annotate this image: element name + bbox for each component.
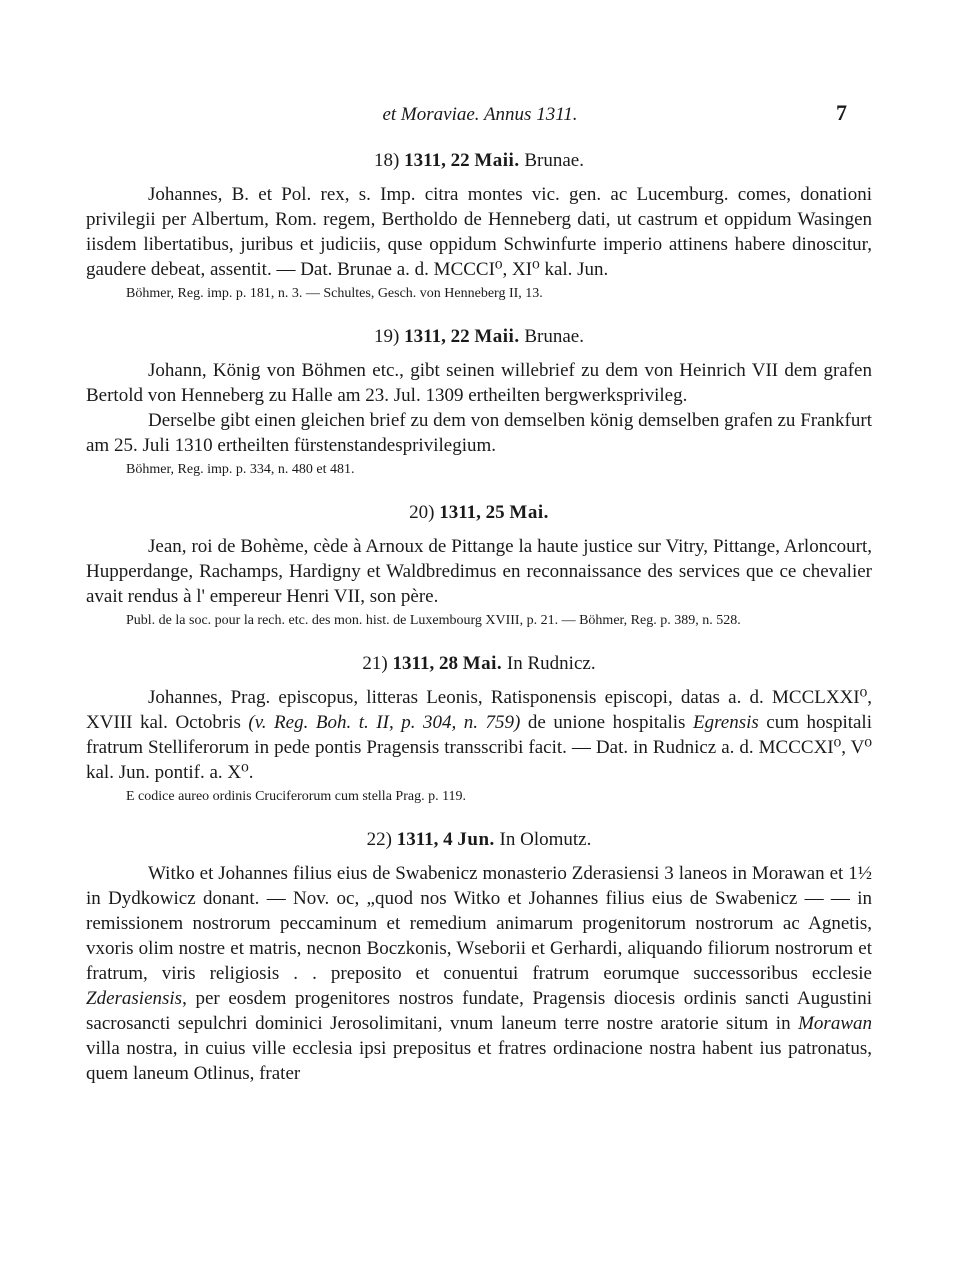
entry-heading bbox=[86, 829, 872, 851]
entry-month: Mai. bbox=[509, 502, 549, 523]
entry-text-part: villa nostra, in cuius ville ecclesia ipsi prepositus et fratres ordinacione nostra habent ius patronatus, quem laneum Otlinus, frater bbox=[86, 1038, 872, 1084]
entry-text-part: , per eosdem progenitores nostros fundate, Pragensis diocesis ordinis sancti Augustini sacrosancti sepulchri dominici Jerosolimitani, vnum laneum terre nostre aratorie situm in bbox=[86, 988, 872, 1034]
entry-text-italic: Egrensis bbox=[692, 712, 759, 733]
entry-text bbox=[86, 685, 872, 785]
entry-heading bbox=[86, 653, 872, 675]
entry-number: 19) bbox=[374, 326, 400, 347]
entry-source: Böhmer, Reg. imp. p. 181, n. 3. — Schultes, Gesch. von Henneberg II, 13. bbox=[126, 286, 543, 301]
page-content bbox=[86, 150, 872, 1086]
running-head: et Moraviae. Annus 1311. bbox=[382, 104, 578, 125]
entry-text-continued: Derselbe gibt einen gleichen brief zu dem von demselben könig demselben grafen zu Frankfurt am 25. Juli 1310 ertheilten fürstenstandesprivilegium. bbox=[86, 410, 872, 456]
entry-date: 1311, 4 bbox=[396, 829, 453, 850]
entry-text-italic: Morawan bbox=[798, 1013, 872, 1034]
entry-number: 21) bbox=[362, 653, 388, 674]
entry-month: Maii. bbox=[474, 150, 520, 171]
entry-date: 1311, 25 bbox=[439, 502, 505, 523]
entry-number: 22) bbox=[366, 829, 392, 850]
entry-text-part: Witko et Johannes filius eius de Swabenicz monasterio Zderasiensi 3 laneos in Morawan et 1½ in Dydkowicz donant. — Nov. oc, „quod nos Witko et Johannes filius eius de Swabenicz — — in remissionem nostrorum peccaminum et remedium animarum progenitorum nostrorum ac Agnetis, vxoris olim nostre et matris, necnon Boczkonis, Wseborii et Gerhardi, aliquando filiorum nostrorum et fratrum, viris religiosis . . preposito et conuentui fratrum eorumque successoribus ecclesie bbox=[86, 863, 872, 984]
entry-text-part: Johannes, Prag. episcopus, litteras Leonis, Ratisponensis episcopi, datas a. d. MCCLXXI⁰, XVIII kal. Octobris bbox=[86, 687, 872, 733]
entry-text bbox=[86, 861, 872, 1086]
page-number: 7 bbox=[836, 100, 847, 125]
entry-number: 20) bbox=[409, 502, 435, 523]
entry-18 bbox=[86, 150, 872, 304]
entry-number: 18) bbox=[374, 150, 400, 171]
entry-text-part: cum hospitali fratrum Stelliferorum in pede pontis Pragensis transscribi facit. — Dat. in Rudnicz a. d. MCCCXI⁰, V⁰ kal. Jun. pontif. a. X⁰. bbox=[86, 712, 872, 783]
entry-22 bbox=[86, 829, 872, 1086]
entry-month: Jun. bbox=[457, 829, 495, 850]
entry-month: Mai. bbox=[462, 653, 503, 674]
entry-21 bbox=[86, 653, 872, 807]
entry-19 bbox=[86, 326, 872, 480]
entry-heading bbox=[86, 502, 872, 524]
entry-source: Böhmer, Reg. imp. p. 334, n. 480 et 481. bbox=[126, 462, 355, 477]
entry-source: Publ. de la soc. pour la rech. etc. des mon. hist. de Luxembourg XVIII, p. 21. — Böhmer, Reg. p. 389, n. 528. bbox=[126, 613, 741, 628]
entry-month: Maii. bbox=[474, 326, 520, 347]
entry-20 bbox=[86, 502, 872, 631]
entry-heading bbox=[86, 326, 872, 348]
entry-place: Brunae. bbox=[524, 150, 584, 171]
entry-date: 1311, 28 bbox=[392, 653, 458, 674]
entry-heading bbox=[86, 150, 872, 172]
entry-text-part: de unione hospitalis bbox=[520, 712, 693, 733]
entry-text: Jean, roi de Bohème, cède à Arnoux de Pittange la haute justice sur Vitry, Pittange, Arloncourt, Hupperdange, Rachamps, Hardigny et Waldbredimus en reconnaissance des services que ce chevalier avait rendus à l' empereur Henri VII, son père. bbox=[86, 536, 872, 607]
entry-text-reference: (v. Reg. Boh. t. II, p. 304, n. 759) bbox=[248, 712, 521, 733]
entry-place: In Rudnicz. bbox=[506, 653, 596, 674]
entry-text: Johannes, B. et Pol. rex, s. Imp. citra montes vic. gen. ac Lucemburg. comes, donationi privilegii per Albertum, Rom. regem, Bertholdo de Henneberg dati, ut castrum et oppidum Wasingen iisdem libertatibus, juribus et judiciis, quse oppidum Schwinfurte imperio attinens habere dinoscitur, gaudere debeat, assentit. — Dat. Brunae a. d. MCCCI⁰, XI⁰ kal. Jun. bbox=[86, 184, 872, 280]
entry-date: 1311, 22 bbox=[404, 150, 470, 171]
entry-text: Johann, König von Böhmen etc., gibt seinen willebrief zu dem von Heinrich VII dem grafen Bertold von Henneberg zu Halle am 23. Jul. 1309 ertheilten bergwerksprivileg. bbox=[86, 360, 872, 406]
entry-text-italic: Zderasiensis bbox=[86, 988, 183, 1009]
entry-source: E codice aureo ordinis Cruciferorum cum stella Prag. p. 119. bbox=[126, 789, 467, 804]
entry-place: In Olomutz. bbox=[499, 829, 592, 850]
entry-place: Brunae. bbox=[524, 326, 584, 347]
entry-date: 1311, 22 bbox=[404, 326, 470, 347]
